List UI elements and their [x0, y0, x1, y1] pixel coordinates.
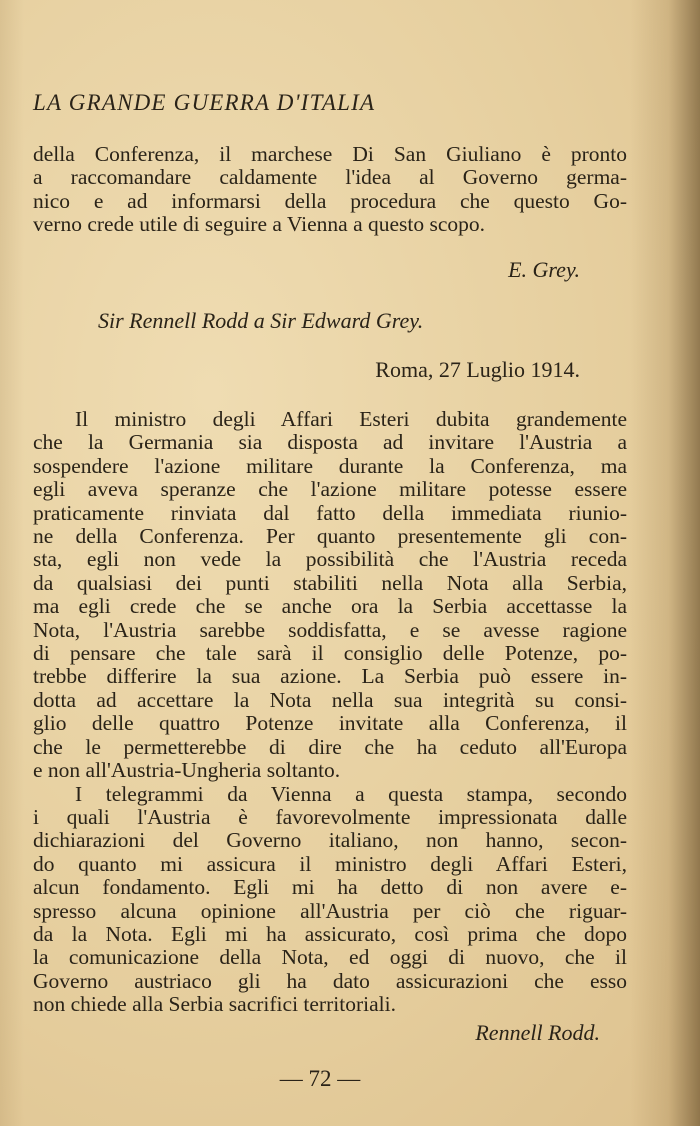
dateline: Roma, 27 Luglio 1914.	[375, 357, 580, 382]
letter-body	[33, 408, 627, 1017]
text-line: da qualsiasi dei punti stabiliti nella Nota alla Serbia,	[33, 570, 627, 595]
text-line: nico e ad informarsi della procedura che questo Go-	[33, 188, 627, 213]
text-line: Governo austriaco gli ha dato assicurazioni che esso	[33, 968, 627, 993]
text-line: e non all'Austria-Ungheria soltanto.	[33, 758, 341, 783]
text-line: do quanto mi assicura il ministro degli Affari Esteri,	[33, 851, 627, 876]
text-line: ne della Conferenza. Per quanto presentemente gli con-	[33, 524, 627, 549]
page-edge-shadow	[630, 0, 700, 1126]
signature-grey: E. Grey.	[508, 257, 580, 282]
text-line: sta, egli non vede la possibilità che l'Austria receda	[33, 547, 627, 572]
text-line: glio delle quattro Potenze invitate alla Conferenza, il	[33, 711, 627, 736]
text-line: dichiarazioni del Governo italiano, non hanno, secon-	[33, 828, 627, 853]
text-line: della Conferenza, il marchese Di San Giuliano è pronto	[33, 142, 627, 166]
text-line: Nota, l'Austria sarebbe soddisfatta, e se avesse ragione	[33, 617, 627, 642]
text-line: verno crede utile di seguire a Vienna a questo scopo.	[33, 212, 486, 237]
text-line: dotta ad accettare la Nota nella sua integrità su consi-	[33, 687, 627, 712]
text-line: Il ministro degli Affari Esteri dubita grandemente	[75, 407, 627, 431]
text-line: alcun fondamento. Egli mi ha detto di non avere e-	[33, 875, 627, 900]
text-line: ma egli crede che se anche ora la Serbia accettasse la	[33, 594, 627, 619]
running-head: LA GRANDE GUERRA D'ITALIA	[33, 90, 376, 115]
letter-heading: Sir Rennell Rodd a Sir Edward Grey.	[98, 308, 424, 333]
text-line: da la Nota. Egli mi ha assicurato, così prima che dopo	[33, 921, 627, 946]
text-line: spresso alcuna opinione all'Austria per ciò che riguar-	[33, 898, 627, 923]
page-gutter-shadow	[0, 0, 24, 1126]
text-line: la comunicazione della Nota, ed oggi di nuovo, che il	[33, 945, 627, 970]
signature-rodd: Rennell Rodd.	[475, 1020, 600, 1045]
text-line: di pensare che tale sarà il consiglio delle Potenze, po-	[33, 641, 627, 666]
text-line: trebbe differire la sua azione. La Serbia può essere in-	[33, 664, 627, 689]
text-line: a raccomandare caldamente l'idea al Governo germa-	[33, 165, 627, 190]
text-line: praticamente rinviata dal fatto della immediata riunio-	[33, 500, 627, 525]
text-line: che la Germania sia disposta ad invitare l'Austria a	[33, 430, 627, 455]
text-line: I telegrammi da Vienna a questa stampa, secondo	[75, 781, 627, 806]
page-number: — 72 —	[279, 1066, 361, 1091]
text-line: non chiede alla Serbia sacrifici territoriali.	[33, 992, 396, 1017]
text-line: sospendere l'azione militare durante la Conferenza, ma	[33, 453, 627, 478]
letter-continuation	[33, 143, 627, 237]
text-line: che le permetterebbe di dire che ha ceduto all'Europa	[33, 734, 627, 759]
text-line: egli aveva speranze che l'azione militare potesse essere	[33, 477, 627, 502]
text-line: i quali l'Austria è favorevolmente impressionata dalle	[33, 804, 627, 829]
